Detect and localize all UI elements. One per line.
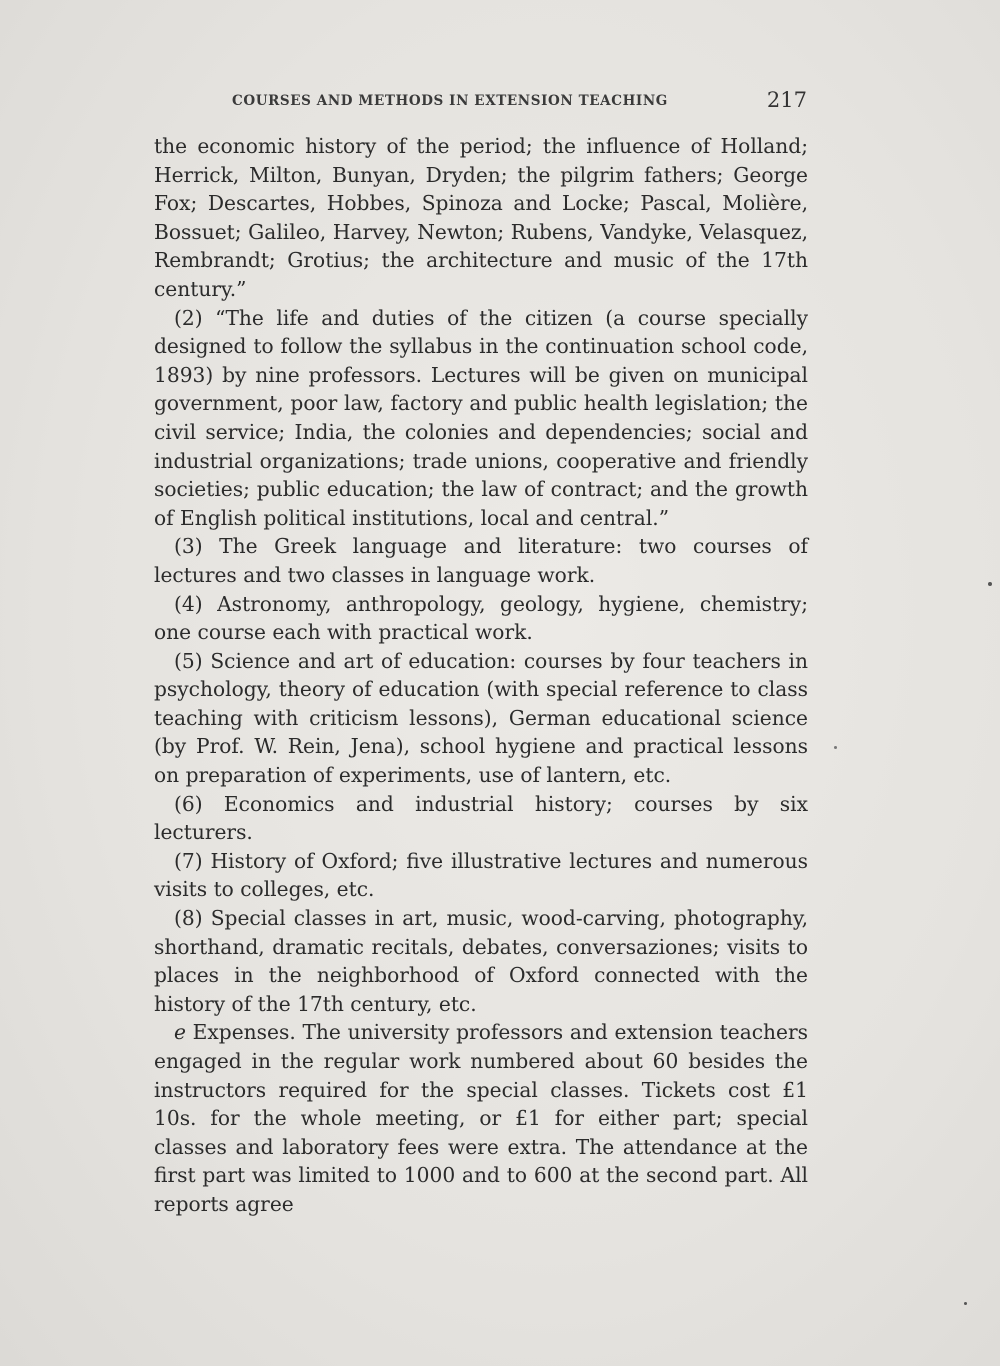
paragraph-text: (5) Science and art of education: courses by four teachers in psychology, theory of education (with special reference to class teaching with criticism lessons), German educational science (by Prof. W. Rein, Jena), school hygiene and practical lessons on preparation of experiments, use of lantern, etc. (154, 648, 808, 788)
paragraph-item-4 (154, 590, 808, 647)
paragraph-text: (7) History of Oxford; five illustrative lectures and numerous visits to colleges, etc. (154, 848, 808, 902)
paragraph-item-6 (154, 790, 808, 847)
running-title: COURSES AND METHODS IN EXTENSION TEACHING (232, 93, 668, 109)
paragraph-text: Expenses. The university professors and extension teachers engaged in the regular work numbered about 60 besides the instructors required for the special classes. Tickets cost £1 10s. for the whole meeting, or £1 for either part; special classes and laboratory fees were extra. The attendance at the first part was limited to 1000 and to 600 at the second part. All reports agree (154, 1020, 808, 1216)
paper-speck (834, 746, 837, 749)
paragraph-item-8 (154, 904, 808, 1018)
paragraph-text: (4) Astronomy, anthropology, geology, hygiene, chemistry; one course each with practical work. (154, 591, 808, 645)
paper-speck (988, 582, 992, 586)
paragraph-text: (3) The Greek language and literature: two courses of lectures and two classes in language work. (154, 534, 808, 587)
paragraph-text: (6) Economics and industrial history; courses by six lecturers. (154, 791, 808, 845)
paragraph-expenses (154, 1018, 808, 1218)
page-number: 217 (766, 88, 807, 112)
paragraph-item-7 (154, 847, 808, 904)
page-header (232, 88, 807, 114)
paragraph-text: the economic history of the period; the influence of Holland; Herrick, Milton, Bunyan, Dryden; the pilgrim fathers; George Fox; Descartes, Hobbes, Spinoza and Locke; Pascal, Molière, Bossuet; Galileo, Harvey, Newton; Rubens, Vandyke, Velasquez, Rembrandt; Grotius; the architecture and music of the 17th century.” (154, 134, 808, 301)
body-text (154, 132, 808, 1219)
paragraph-item-3 (154, 532, 808, 589)
paragraph-item-5 (154, 647, 808, 790)
paragraph-continuation (154, 132, 808, 304)
paragraph-text: (2) “The life and duties of the citizen (a course specially designed to follow the syllabus in the continuation school code, 1893) by nine professors. Lectures will be given on municipal government, poor law, factory and public health legislation; the civil service; India, the colonies and dependencies; social and industrial organizations; trade unions, cooperative and friendly societies; public education; the law of contract; and the growth of English political institutions, local and central.” (154, 305, 808, 530)
paragraph-text: (8) Special classes in art, music, wood-carving, photography, shorthand, dramatic recitals, debates, conversaziones; visits to places in the neighborhood of Oxford connected with the history of the 17th century, etc. (154, 906, 808, 1016)
paragraph-item-2 (154, 304, 808, 533)
paper-speck (964, 1302, 967, 1305)
section-marker: e (174, 1020, 186, 1045)
